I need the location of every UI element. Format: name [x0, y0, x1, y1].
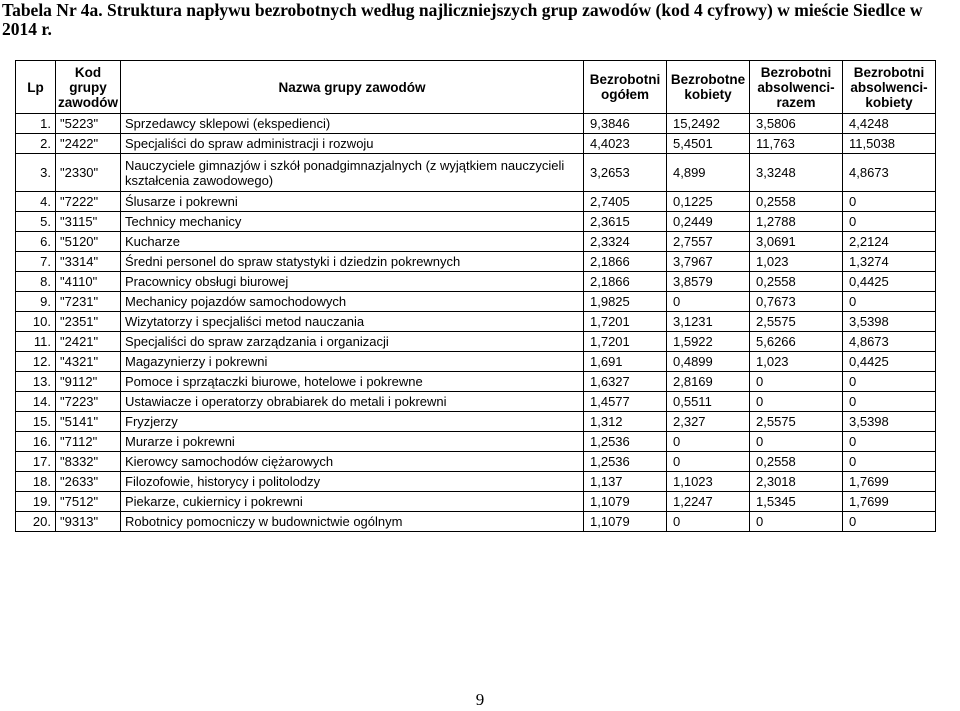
cell-code: "5223": [56, 114, 121, 134]
cell-graduates: 0,7673: [750, 292, 843, 312]
cell-graduates-women: 0: [843, 392, 936, 412]
cell-women: 0,5511: [667, 392, 750, 412]
cell-graduates-women: 1,7699: [843, 492, 936, 512]
cell-graduates: 1,023: [750, 352, 843, 372]
cell-graduates-women: 1,7699: [843, 472, 936, 492]
cell-women: 2,7557: [667, 232, 750, 252]
header-lp: Lp: [16, 61, 56, 114]
cell-graduates-women: 4,8673: [843, 154, 936, 192]
table-row: [16, 512, 936, 532]
cell-total: 1,137: [584, 472, 667, 492]
cell-lp: 4.: [16, 192, 56, 212]
cell-name: Kucharze: [121, 232, 584, 252]
header-women: Bezrobotne kobiety: [667, 61, 750, 114]
cell-total: 2,3324: [584, 232, 667, 252]
cell-graduates: 3,0691: [750, 232, 843, 252]
cell-code: "8332": [56, 452, 121, 472]
cell-name: Technicy mechanicy: [121, 212, 584, 232]
cell-lp: 8.: [16, 272, 56, 292]
cell-graduates: 2,3018: [750, 472, 843, 492]
cell-graduates: 1,023: [750, 252, 843, 272]
cell-graduates-women: 0: [843, 452, 936, 472]
cell-total: 1,691: [584, 352, 667, 372]
cell-women: 0: [667, 432, 750, 452]
cell-graduates-women: 0: [843, 212, 936, 232]
cell-graduates: 0: [750, 432, 843, 452]
cell-women: 2,8169: [667, 372, 750, 392]
header-graduates: Bezrobotni absolwenci-razem: [750, 61, 843, 114]
header-name: Nazwa grupy zawodów: [121, 61, 584, 114]
cell-total: 1,1079: [584, 512, 667, 532]
cell-lp: 1.: [16, 114, 56, 134]
cell-code: "2351": [56, 312, 121, 332]
cell-women: 1,1023: [667, 472, 750, 492]
cell-graduates: 0,2558: [750, 192, 843, 212]
cell-lp: 17.: [16, 452, 56, 472]
cell-lp: 11.: [16, 332, 56, 352]
cell-code: "2422": [56, 134, 121, 154]
table-row: [16, 392, 936, 412]
cell-code: "5120": [56, 232, 121, 252]
cell-graduates-women: 2,2124: [843, 232, 936, 252]
cell-total: 9,3846: [584, 114, 667, 134]
cell-total: 3,2653: [584, 154, 667, 192]
cell-women: 1,2247: [667, 492, 750, 512]
cell-code: "2330": [56, 154, 121, 192]
cell-graduates: 0,2558: [750, 272, 843, 292]
cell-total: 2,1866: [584, 252, 667, 272]
cell-graduates-women: 3,5398: [843, 412, 936, 432]
cell-code: "2421": [56, 332, 121, 352]
cell-women: 3,7967: [667, 252, 750, 272]
cell-women: 2,327: [667, 412, 750, 432]
header-total: Bezrobotni ogółem: [584, 61, 667, 114]
cell-graduates-women: 11,5038: [843, 134, 936, 154]
cell-graduates-women: 4,4248: [843, 114, 936, 134]
header-row: [16, 61, 936, 114]
cell-lp: 3.: [16, 154, 56, 192]
cell-graduates-women: 3,5398: [843, 312, 936, 332]
cell-women: 1,5922: [667, 332, 750, 352]
cell-total: 2,3615: [584, 212, 667, 232]
cell-code: "3115": [56, 212, 121, 232]
cell-total: 4,4023: [584, 134, 667, 154]
cell-lp: 20.: [16, 512, 56, 532]
page-number: 9: [475, 690, 485, 709]
table-row: [16, 412, 936, 432]
table-row: [16, 352, 936, 372]
cell-name: Robotnicy pomocniczy w budownictwie ogólnym: [121, 512, 584, 532]
cell-total: 2,1866: [584, 272, 667, 292]
cell-graduates: 0: [750, 372, 843, 392]
cell-code: "9112": [56, 372, 121, 392]
cell-lp: 9.: [16, 292, 56, 312]
table-row: [16, 472, 936, 492]
cell-graduates: 1,5345: [750, 492, 843, 512]
cell-women: 0: [667, 452, 750, 472]
cell-graduates-women: 0: [843, 432, 936, 452]
table-row: [16, 154, 936, 192]
cell-name: Sprzedawcy sklepowi (ekspedienci): [121, 114, 584, 134]
cell-graduates: 5,6266: [750, 332, 843, 352]
table-row: [16, 292, 936, 312]
cell-name: Fryzjerzy: [121, 412, 584, 432]
header-graduates-women: Bezrobotni absolwenci-kobiety: [843, 61, 936, 114]
cell-graduates-women: 0: [843, 192, 936, 212]
cell-women: 3,8579: [667, 272, 750, 292]
cell-code: "4321": [56, 352, 121, 372]
cell-code: "5141": [56, 412, 121, 432]
table-row: [16, 114, 936, 134]
table-row: [16, 134, 936, 154]
cell-name: Pomoce i sprzątaczki biurowe, hotelowe i pokrewne: [121, 372, 584, 392]
cell-lp: 5.: [16, 212, 56, 232]
cell-lp: 13.: [16, 372, 56, 392]
cell-name: Mechanicy pojazdów samochodowych: [121, 292, 584, 312]
cell-code: "9313": [56, 512, 121, 532]
cell-women: 4,899: [667, 154, 750, 192]
cell-name: Kierowcy samochodów ciężarowych: [121, 452, 584, 472]
table-row: [16, 192, 936, 212]
cell-total: 1,4577: [584, 392, 667, 412]
cell-women: 0,4899: [667, 352, 750, 372]
cell-graduates-women: 0,4425: [843, 352, 936, 372]
cell-total: 1,6327: [584, 372, 667, 392]
cell-graduates-women: 0,4425: [843, 272, 936, 292]
cell-code: "7223": [56, 392, 121, 412]
cell-graduates: 0: [750, 392, 843, 412]
cell-graduates: 3,3248: [750, 154, 843, 192]
cell-name: Pracownicy obsługi biurowej: [121, 272, 584, 292]
cell-women: 0,1225: [667, 192, 750, 212]
cell-graduates-women: 0: [843, 292, 936, 312]
cell-lp: 12.: [16, 352, 56, 372]
cell-women: 5,4501: [667, 134, 750, 154]
cell-code: "7112": [56, 432, 121, 452]
cell-total: 1,9825: [584, 292, 667, 312]
cell-lp: 7.: [16, 252, 56, 272]
cell-total: 1,2536: [584, 432, 667, 452]
cell-name: Piekarze, cukiernicy i pokrewni: [121, 492, 584, 512]
cell-women: 0,2449: [667, 212, 750, 232]
cell-graduates: 2,5575: [750, 312, 843, 332]
cell-graduates: 0: [750, 512, 843, 532]
cell-name: Ślusarze i pokrewni: [121, 192, 584, 212]
cell-lp: 6.: [16, 232, 56, 252]
cell-name: Specjaliści do spraw zarządzania i organizacji: [121, 332, 584, 352]
cell-code: "7231": [56, 292, 121, 312]
cell-total: 1,1079: [584, 492, 667, 512]
cell-name: Średni personel do spraw statystyki i dziedzin pokrewnych: [121, 252, 584, 272]
cell-name: Specjaliści do spraw administracji i rozwoju: [121, 134, 584, 154]
cell-name: Murarze i pokrewni: [121, 432, 584, 452]
cell-graduates-women: 4,8673: [843, 332, 936, 352]
cell-graduates: 11,763: [750, 134, 843, 154]
cell-total: 1,312: [584, 412, 667, 432]
cell-graduates: 1,2788: [750, 212, 843, 232]
cell-name: Nauczyciele gimnazjów i szkół ponadgimnazjalnych (z wyjątkiem nauczycieli kształcenia zawodowego): [121, 154, 584, 192]
cell-code: "7222": [56, 192, 121, 212]
cell-total: 1,7201: [584, 312, 667, 332]
cell-graduates-women: 1,3274: [843, 252, 936, 272]
cell-lp: 16.: [16, 432, 56, 452]
cell-name: Filozofowie, historycy i politolodzy: [121, 472, 584, 492]
cell-lp: 14.: [16, 392, 56, 412]
cell-women: 15,2492: [667, 114, 750, 134]
cell-total: 2,7405: [584, 192, 667, 212]
cell-code: "3314": [56, 252, 121, 272]
table-row: [16, 252, 936, 272]
cell-women: 0: [667, 292, 750, 312]
table-row: [16, 492, 936, 512]
cell-lp: 10.: [16, 312, 56, 332]
cell-name: Wizytatorzy i specjaliści metod nauczania: [121, 312, 584, 332]
table-row: [16, 432, 936, 452]
cell-graduates-women: 0: [843, 372, 936, 392]
cell-graduates: 2,5575: [750, 412, 843, 432]
table-row: [16, 332, 936, 352]
table-row: [16, 312, 936, 332]
cell-lp: 2.: [16, 134, 56, 154]
table-row: [16, 212, 936, 232]
cell-total: 1,2536: [584, 452, 667, 472]
header-code: Kod grupy zawodów: [56, 61, 121, 114]
cell-total: 1,7201: [584, 332, 667, 352]
cell-women: 3,1231: [667, 312, 750, 332]
cell-graduates-women: 0: [843, 512, 936, 532]
cell-lp: 19.: [16, 492, 56, 512]
cell-name: Ustawiacze i operatorzy obrabiarek do metali i pokrewni: [121, 392, 584, 412]
table-row: [16, 272, 936, 292]
document-title: Tabela Nr 4a. Struktura napływu bezrobotnych według najliczniejszych grup zawodów (kod 4 cyfrowy) w mieście Siedlce w 2014 r.: [2, 0, 923, 39]
cell-graduates: 3,5806: [750, 114, 843, 134]
cell-code: "4110": [56, 272, 121, 292]
cell-code: "7512": [56, 492, 121, 512]
cell-lp: 18.: [16, 472, 56, 492]
table-row: [16, 372, 936, 392]
cell-women: 0: [667, 512, 750, 532]
occupation-table: [15, 60, 936, 532]
cell-graduates: 0,2558: [750, 452, 843, 472]
table-row: [16, 452, 936, 472]
cell-name: Magazynierzy i pokrewni: [121, 352, 584, 372]
cell-code: "2633": [56, 472, 121, 492]
table-row: [16, 232, 936, 252]
cell-lp: 15.: [16, 412, 56, 432]
